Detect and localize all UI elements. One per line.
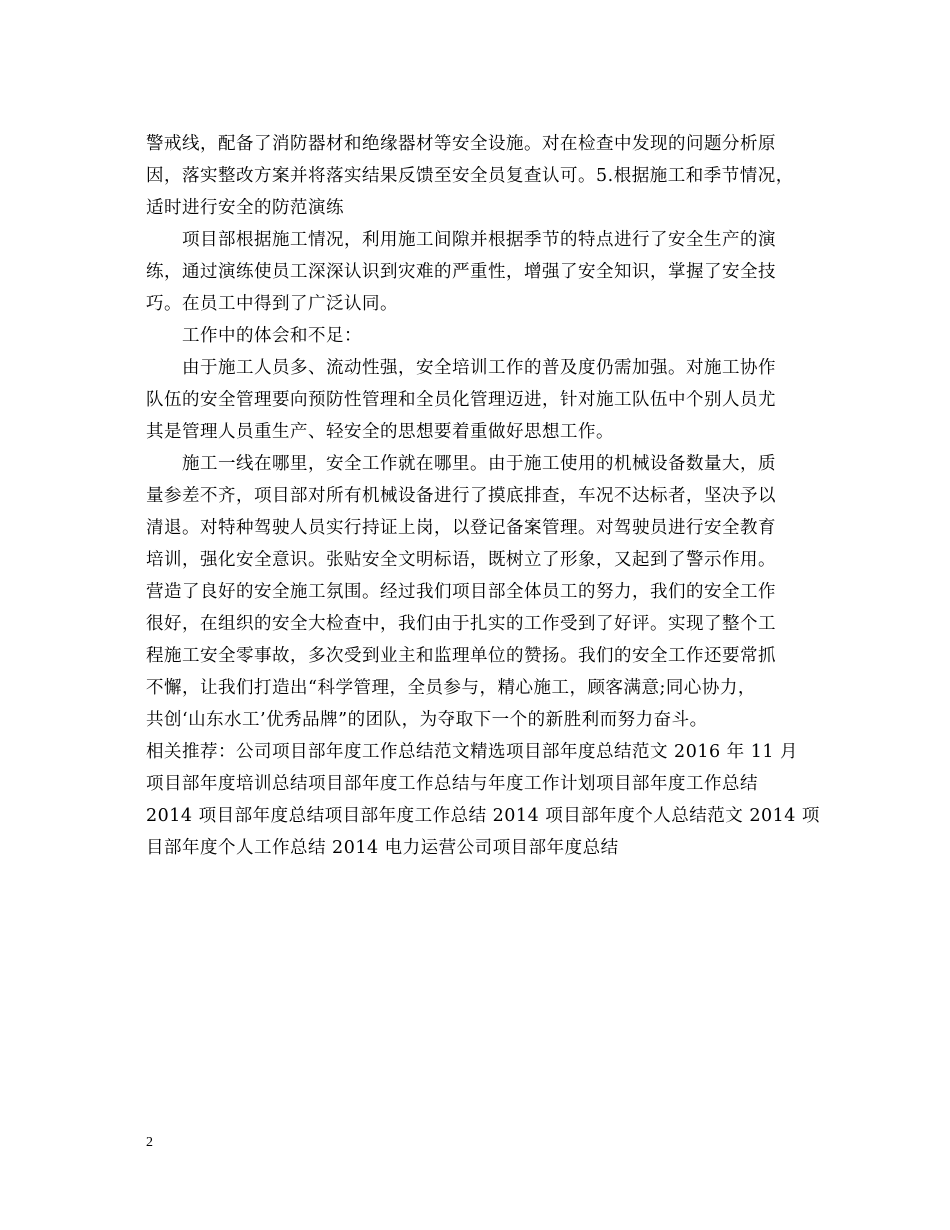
text-line: 共创‘山东水工’优秀品牌”的团队，为夺取下一个的新胜利而努力奋斗。 (146, 710, 708, 730)
text-line: 项目部年度培训总结项目部年度工作总结与年度工作计划项目部年度工作总结 (146, 774, 758, 794)
text-line: 清退。对特种驾驶人员实行持证上岗，以登记备案管理。对驾驶员进行安全教育 (146, 518, 776, 538)
text-line: 不懈，让我们打造出“科学管理，全员参与，精心施工，顾客满意;同心协力， (146, 678, 756, 698)
paragraph-safety-measures (146, 128, 808, 224)
text-line: 相关推荐：公司项目部年度工作总结范文精选项目部年度总结范文 2016 年 11 月 (146, 742, 799, 762)
text-line: 因，落实整改方案并将落实结果反馈至安全员复查认可。5.根据施工和季节情况， (146, 166, 794, 186)
text-line: 营造了良好的安全施工氛围。经过我们项目部全体员工的努力，我们的安全工作 (146, 582, 776, 602)
section-heading-experience (146, 320, 808, 352)
paragraph-shortcomings (146, 352, 808, 448)
text-line: 巧。在员工中得到了广泛认同。 (146, 294, 398, 314)
text-line: 量参差不齐，项目部对所有机械设备进行了摸底排查，车况不达标者，坚决予以 (146, 486, 776, 506)
text-line: 警戒线，配备了消防器材和绝缘器材等安全设施。对在检查中发现的问题分析原 (146, 134, 776, 154)
text-line: 很好，在组织的安全大检查中，我们由于扎实的工作受到了好评。实现了整个工 (146, 614, 776, 634)
text-line: 适时进行安全的防范演练 (146, 198, 344, 218)
text-line: 工作中的体会和不足： (146, 326, 362, 346)
text-line: 队伍的安全管理要向预防性管理和全员化管理迈进，针对施工队伍中个别人员尤 (146, 390, 776, 410)
text-line: 项目部根据施工情况，利用施工间隙并根据季节的特点进行了安全生产的演 (146, 230, 776, 250)
text-line: 目部年度个人工作总结 2014 电力运营公司项目部年度总结 (146, 838, 619, 858)
text-line: 程施工安全零事故，多次受到业主和监理单位的赞扬。我们的安全工作还要常抓 (146, 646, 776, 666)
text-line: 培训，强化安全意识。张贴安全文明标语，既树立了形象，又起到了警示作用。 (146, 550, 776, 570)
text-line: 2014 项目部年度总结项目部年度工作总结 2014 项目部年度个人总结范文 2014 项 (146, 806, 820, 826)
text-line: 练，通过演练使员工深深认识到灾难的严重性，增强了安全知识，掌握了安全技 (146, 262, 776, 282)
text-line: 由于施工人员多、流动性强，安全培训工作的普及度仍需加强。对施工协作 (146, 358, 776, 378)
text-line: 施工一线在哪里，安全工作就在哪里。由于施工使用的机械设备数量大，质 (146, 454, 776, 474)
text-line: 其是管理人员重生产、轻安全的思想要着重做好思想工作。 (146, 422, 614, 442)
page-number: 2 (146, 1135, 153, 1150)
document-body (146, 128, 820, 864)
paragraph-equipment (146, 448, 808, 736)
related-recommendations (146, 736, 820, 864)
paragraph-drills (146, 224, 808, 320)
